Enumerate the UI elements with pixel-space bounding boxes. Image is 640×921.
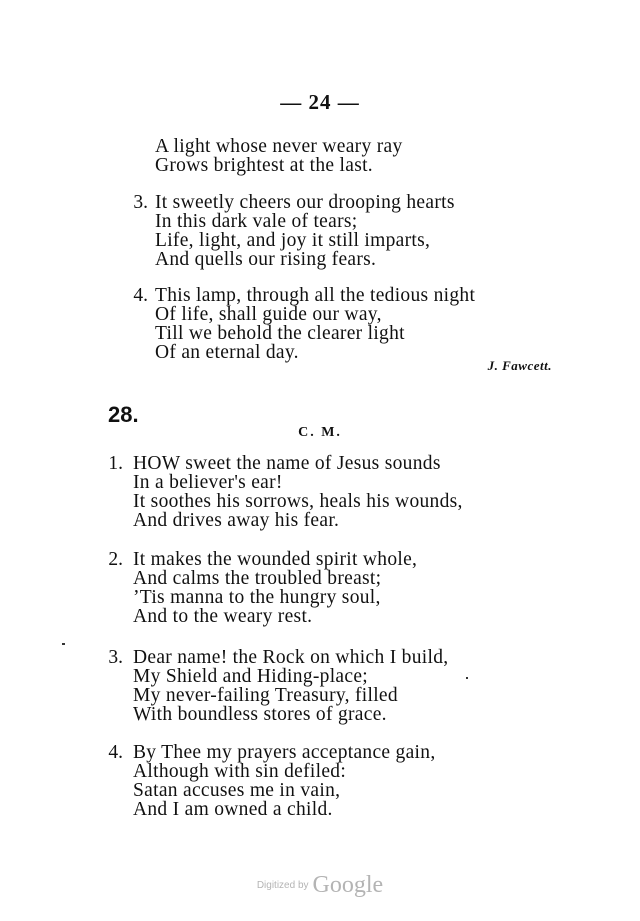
author-attribution: J. Fawcett. — [487, 358, 552, 373]
digitized-watermark — [0, 872, 640, 899]
watermark-brand: Google — [312, 872, 384, 898]
verse-line: And I am owned a child. — [133, 799, 333, 820]
verse-line: Although with sin defiled: — [133, 761, 347, 782]
verse-line: And quells our rising fears. — [155, 249, 377, 270]
verse-line: Of an eternal day. — [155, 342, 299, 363]
verse-line: ’Tis manna to the hungry soul, — [133, 587, 381, 608]
verse-line: And calms the troubled breast; — [133, 568, 382, 589]
verse-line: Till we behold the clearer light — [155, 323, 405, 344]
verse-number: 1. — [108, 453, 123, 474]
print-speck — [466, 677, 468, 679]
verse-line: And drives away his fear. — [133, 510, 340, 531]
verse-line: HOW sweet the name of Jesus sounds — [133, 453, 441, 474]
page-number: — 24 — — [280, 90, 360, 114]
print-speck — [62, 643, 65, 645]
verse-line: Life, light, and joy it still imparts, — [155, 230, 431, 251]
verse-line: My never-failing Treasury, filled — [133, 685, 398, 706]
verse-line: Of life, shall guide our way, — [155, 304, 382, 325]
hymn-meter: C. M. — [298, 425, 342, 440]
verse-line: Dear name! the Rock on which I build, — [133, 647, 449, 668]
verse-number: 4. — [133, 285, 148, 306]
verse-line: It makes the wounded spirit whole, — [133, 549, 418, 570]
verse-number: 4. — [108, 742, 123, 763]
watermark-prefix: Digitized by — [256, 880, 309, 891]
verse-line: With boundless stores of grace. — [133, 704, 387, 725]
verse-line: In a believer's ear! — [133, 472, 283, 493]
verse-line: This lamp, through all the tedious night — [155, 285, 476, 306]
verse-number: 3. — [133, 192, 148, 213]
verse-line: My Shield and Hiding-place; — [133, 666, 369, 687]
verse-number: 3. — [108, 647, 123, 668]
verse-line: And to the weary rest. — [133, 606, 313, 627]
verse-line: In this dark vale of tears; — [155, 211, 358, 232]
verse-line: It sweetly cheers our drooping hearts — [155, 192, 455, 213]
continuation-line: Grows brightest at the last. — [155, 155, 373, 176]
verse-line: Satan accuses me in vain, — [133, 780, 341, 801]
hymn-number: 28. — [108, 402, 139, 427]
verse-number: 2. — [108, 549, 123, 570]
verse-line: By Thee my prayers acceptance gain, — [133, 742, 436, 763]
continuation-line: A light whose never weary ray — [155, 136, 403, 157]
verse-line: It soothes his sorrows, heals his wounds, — [133, 491, 463, 512]
